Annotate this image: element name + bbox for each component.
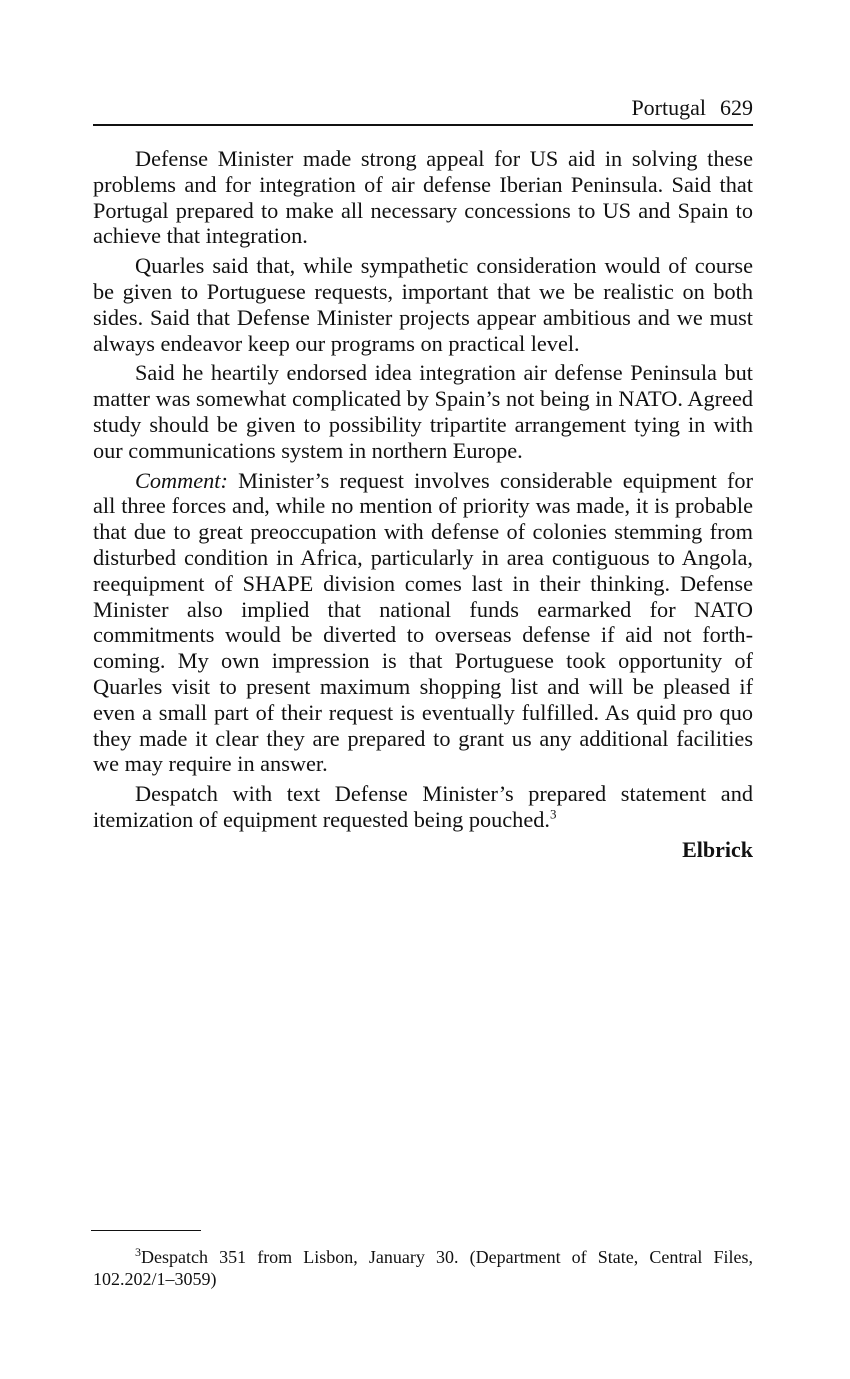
footnote-marker: 3 [135,1245,141,1259]
paragraph-defense-minister-appeal: Defense Minister made strong appeal for US aid in solving these problems and for integration of air defense Iberian Peninsula. Said that Portugal prepared to make all necessary concessions to US and Spain to achieve that integration. [93,146,753,249]
despatch-text: Despatch with text Defense Minister’s prepared statement and itemization of equipment requested being pouched. [93,781,753,832]
footnote-divider [91,1230,201,1231]
paragraph-despatch [93,781,753,833]
running-head [93,94,753,126]
paragraph-comment [93,468,753,778]
signature: Elbrick [682,836,753,862]
footnote-reference: 3 [549,806,557,822]
footnote [93,1246,753,1290]
footnote-text: Despatch 351 from Lisbon, January 30. (Department of State, Central Files, 102.202/1–3059) [93,1247,753,1289]
comment-label: Comment: [135,467,228,493]
section-title: Portugal [631,95,706,120]
comment-text: Minister’s request involves considerable equipment for all three forces and, while no mention of priority was made, it is probable that due to great preoccupation with defense of colonies stemming from disturbed condition in Africa, particularly in area contiguous to Angola, reequipment of SHAPE division comes last in their thinking. Defense Minister also implied that national funds earmarked for NATO commitments would be diverted to overseas defense if aid not forthcoming. My own impression is that Portuguese took opportunity of Quarles visit to present maximum shopping list and will be pleased if even a small part of their request is eventually fulfilled. As quid pro quo they made it clear they are prepared to grant us any additional facilities we may require in answer. [93,467,753,777]
body-text [93,146,753,863]
page-number: 629 [720,95,753,120]
paragraph-air-defense-integration: Said he heartily endorsed idea integration air defense Peninsula but matter was somewhat complicated by Spain’s not being in NATO. Agreed study should be given to possibility tripartite arrangement tying in with our communications system in northern Europe. [93,360,753,463]
paragraph-quarles-response: Quarles said that, while sympathetic consideration would of course be given to Portuguese requests, important that we be realistic on both sides. Said that Defense Minister projects appear ambitious and we must always endeavor keep our programs on practical level. [93,253,753,356]
